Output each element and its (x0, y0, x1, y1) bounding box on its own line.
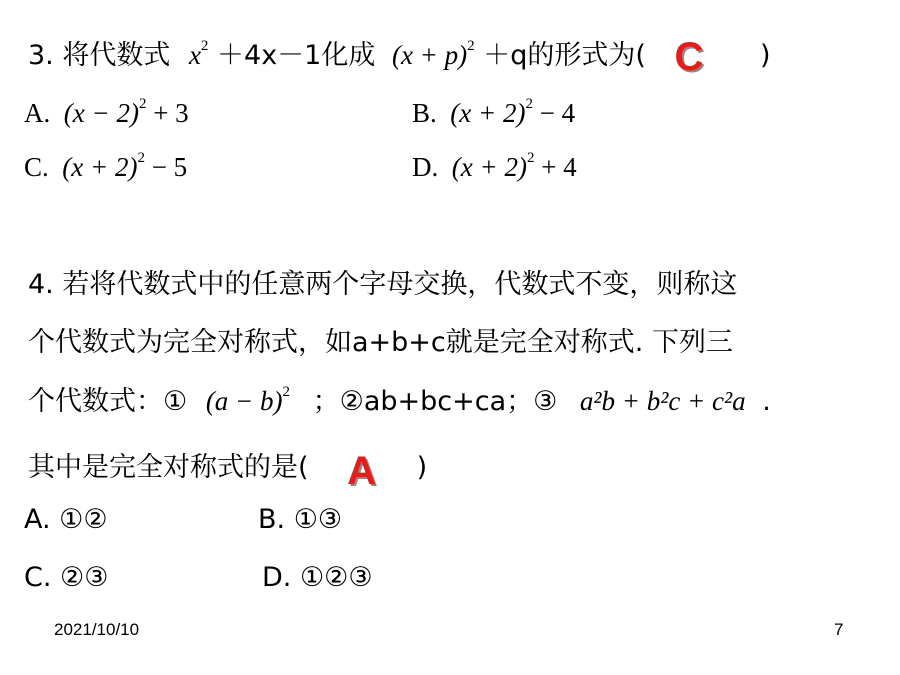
footer-date: 2021/10/10 (54, 620, 140, 639)
q3-mid: ＋4x－1化成 (217, 40, 376, 71)
q4-close: ) (416, 452, 428, 483)
q4-option-c[interactable]: C. ②③ (24, 562, 109, 593)
q4-line3-end: . (762, 386, 771, 417)
q3-close: ) (760, 40, 771, 71)
q4-line4 (28, 446, 428, 493)
q4-line3-mid: ；②ab+bc+ca；③ (312, 386, 558, 417)
q4-line2: 个代数式为完全对称式，如a+b+c就是完全对称式. 下列三 (28, 327, 733, 358)
q3-expr2: $(x + p)^2$ (391, 38, 475, 70)
q4-option-d[interactable]: D. ①②③ (262, 562, 373, 593)
q4-expr1: $(a - b)^2$ (205, 384, 291, 416)
page-number: 7 (834, 620, 844, 639)
q3-answer: C (674, 35, 704, 79)
q4-line3-prefix: 个代数式：① (28, 386, 188, 417)
q3-option-b[interactable]: B. $(x + 2)^2 - 4$ (412, 96, 576, 128)
q4-line3 (28, 384, 771, 419)
q4-option-b[interactable]: B. ①③ (258, 504, 343, 535)
q3-option-c[interactable]: C. $(x + 2)^2 - 5$ (24, 150, 188, 182)
q3-prefix: 3. 将代数式 (28, 40, 171, 71)
q4-answer: A (347, 449, 377, 493)
q3-expr1: $x^2$ (188, 38, 209, 70)
q4-expr3: a²b + b²c + c²a (579, 386, 746, 416)
q4-line4-text: 其中是完全对称式的是( (28, 452, 309, 483)
q3-option-d[interactable]: D. $(x + 2)^2 + 4$ (412, 150, 577, 182)
q3-option-a[interactable]: A. $(x - 2)^2 + 3$ (24, 96, 189, 128)
q3-stem (28, 34, 771, 79)
q4-line1: 4. 若将代数式中的任意两个字母交换，代数式不变，则称这 (28, 269, 738, 300)
q4-option-a[interactable]: A. ①② (24, 504, 108, 535)
q3-suffix: ＋q的形式为( (483, 40, 646, 71)
